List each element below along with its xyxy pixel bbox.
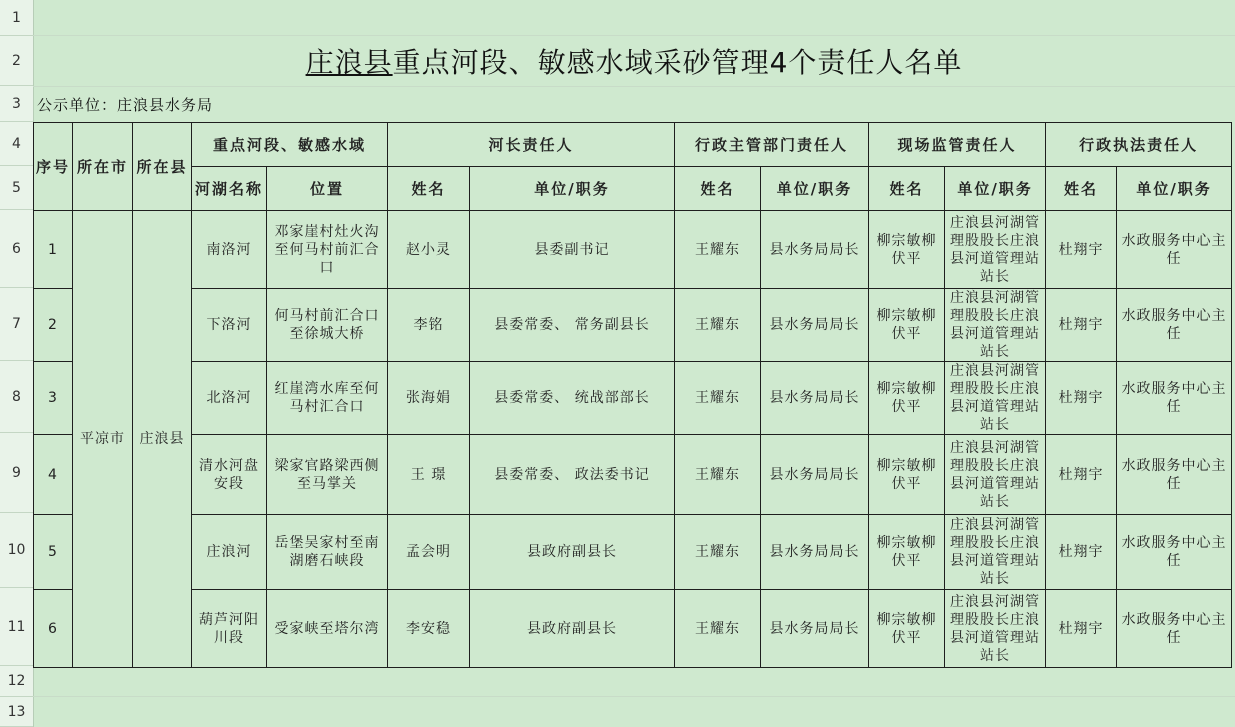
title-county: 庄浪县 [305, 46, 393, 79]
cell-location[interactable]: 邓家崖村灶火沟至何马村前汇合口 [267, 211, 388, 289]
cell-law-name[interactable]: 杜翔宇 [1046, 211, 1117, 289]
cell-site-name[interactable]: 柳宗敏柳伏平 [869, 515, 945, 590]
cell-site-post[interactable]: 庄浪县河湖管理股股长庄浪县河道管理站站长 [945, 515, 1046, 590]
cell-admin-name[interactable]: 王耀东 [675, 211, 761, 289]
cell-law-post[interactable]: 水政服务中心主任 [1117, 289, 1232, 362]
header-county[interactable]: 所在县 [133, 123, 192, 211]
cell-admin-post[interactable]: 县水务局局长 [761, 211, 869, 289]
row-number[interactable]: 9 [0, 433, 33, 513]
cell-law-post[interactable]: 水政服务中心主任 [1117, 211, 1232, 289]
cell-seq[interactable]: 6 [34, 590, 73, 668]
header-name[interactable]: 姓名 [388, 167, 470, 211]
cell-city[interactable]: 平凉市 [73, 211, 133, 668]
header-unit-post[interactable]: 单位/职务 [761, 167, 869, 211]
responsibility-table [33, 122, 1232, 668]
header-river-chief[interactable]: 河长责任人 [388, 123, 675, 167]
cell-county[interactable]: 庄浪县 [133, 211, 192, 668]
cell-admin-name[interactable]: 王耀东 [675, 590, 761, 668]
header-law-enforcement[interactable]: 行政执法责任人 [1046, 123, 1232, 167]
cell-river[interactable]: 葫芦河阳川段 [192, 590, 267, 668]
header-section[interactable]: 重点河段、敏感水域 [192, 123, 388, 167]
cell-law-name[interactable]: 杜翔宇 [1046, 362, 1117, 435]
cell-location[interactable]: 受家峡至塔尔湾 [267, 590, 388, 668]
cell-river[interactable]: 庄浪河 [192, 515, 267, 590]
cell-chief-post[interactable]: 县委常委、 政法委书记 [470, 435, 675, 515]
cell-seq[interactable]: 4 [34, 435, 73, 515]
cell-site-name[interactable]: 柳宗敏柳伏平 [869, 211, 945, 289]
row-number[interactable]: 13 [0, 697, 33, 727]
sheet-title[interactable] [33, 36, 1235, 86]
cell-site-post[interactable]: 庄浪县河湖管理股股长庄浪县河道管理站站长 [945, 590, 1046, 668]
header-river-name[interactable]: 河湖名称 [192, 167, 267, 211]
cell-river[interactable]: 下洛河 [192, 289, 267, 362]
table-row [34, 435, 1232, 515]
cell-admin-name[interactable]: 王耀东 [675, 362, 761, 435]
cell-admin-post[interactable]: 县水务局局长 [761, 289, 869, 362]
cell-admin-post[interactable]: 县水务局局长 [761, 515, 869, 590]
title-text: 重点河段、敏感水域采砂管理4个责任人名单 [392, 46, 963, 79]
row-number[interactable]: 3 [0, 86, 33, 122]
cell-site-name[interactable]: 柳宗敏柳伏平 [869, 435, 945, 515]
cell-seq[interactable]: 2 [34, 289, 73, 362]
table-row [34, 362, 1232, 435]
header-seq[interactable]: 序号 [34, 123, 73, 211]
cell-admin-post[interactable]: 县水务局局长 [761, 362, 869, 435]
row-number[interactable]: 2 [0, 36, 33, 86]
cell-chief-post[interactable]: 县政府副县长 [470, 515, 675, 590]
cell-law-name[interactable]: 杜翔宇 [1046, 435, 1117, 515]
cell-site-post[interactable]: 庄浪县河湖管理股股长庄浪县河道管理站站长 [945, 362, 1046, 435]
table-row [34, 515, 1232, 590]
cell-river[interactable]: 北洛河 [192, 362, 267, 435]
cell-chief-name[interactable]: 王 璟 [388, 435, 470, 515]
cell-admin-post[interactable]: 县水务局局长 [761, 435, 869, 515]
cell-location[interactable]: 红崖湾水库至何马村汇合口 [267, 362, 388, 435]
row-header-column [0, 0, 34, 727]
publisher-label[interactable]: 公示单位：庄浪县水务局 [37, 96, 214, 114]
cell-location[interactable]: 何马村前汇合口至徐城大桥 [267, 289, 388, 362]
cell-seq[interactable]: 1 [34, 211, 73, 289]
row-number[interactable]: 6 [0, 210, 33, 288]
cell-chief-post[interactable]: 县政府副县长 [470, 590, 675, 668]
cell-admin-name[interactable]: 王耀东 [675, 435, 761, 515]
table-row [34, 211, 1232, 289]
header-location[interactable]: 位置 [267, 167, 388, 211]
row-number[interactable]: 11 [0, 588, 33, 666]
table-row [34, 289, 1232, 362]
header-site-supervisor[interactable]: 现场监管责任人 [869, 123, 1046, 167]
cell-site-post[interactable]: 庄浪县河湖管理股股长庄浪县河道管理站站长 [945, 211, 1046, 289]
cell-site-name[interactable]: 柳宗敏柳伏平 [869, 289, 945, 362]
cell-law-name[interactable]: 杜翔宇 [1046, 515, 1117, 590]
row-number[interactable]: 5 [0, 166, 33, 210]
cell-site-post[interactable]: 庄浪县河湖管理股股长庄浪县河道管理站站长 [945, 289, 1046, 362]
cell-location[interactable]: 梁家官路梁西侧至马掌关 [267, 435, 388, 515]
row-number[interactable]: 7 [0, 288, 33, 361]
cell-law-post[interactable]: 水政服务中心主任 [1117, 362, 1232, 435]
cell-site-post[interactable]: 庄浪县河湖管理股股长庄浪县河道管理站站长 [945, 435, 1046, 515]
cell-chief-name[interactable]: 张海娟 [388, 362, 470, 435]
cell-admin-name[interactable]: 王耀东 [675, 289, 761, 362]
header-name[interactable]: 姓名 [675, 167, 761, 211]
cell-law-post[interactable]: 水政服务中心主任 [1117, 435, 1232, 515]
cell-chief-post[interactable]: 县委常委、 常务副县长 [470, 289, 675, 362]
header-unit-post[interactable]: 单位/职务 [470, 167, 675, 211]
cell-law-name[interactable]: 杜翔宇 [1046, 289, 1117, 362]
header-unit-post[interactable]: 单位/职务 [1117, 167, 1232, 211]
cell-seq[interactable]: 5 [34, 515, 73, 590]
cell-site-name[interactable]: 柳宗敏柳伏平 [869, 590, 945, 668]
header-name[interactable]: 姓名 [869, 167, 945, 211]
cell-chief-name[interactable]: 赵小灵 [388, 211, 470, 289]
cell-admin-name[interactable]: 王耀东 [675, 515, 761, 590]
cell-admin-post[interactable]: 县水务局局长 [761, 590, 869, 668]
row-number[interactable]: 8 [0, 361, 33, 433]
cell-law-post[interactable]: 水政服务中心主任 [1117, 515, 1232, 590]
cell-chief-post[interactable]: 县委常委、 统战部部长 [470, 362, 675, 435]
cell-river[interactable]: 南洛河 [192, 211, 267, 289]
cell-law-name[interactable]: 杜翔宇 [1046, 590, 1117, 668]
row-number[interactable]: 10 [0, 513, 33, 588]
row-number[interactable]: 1 [0, 0, 33, 36]
cell-location[interactable]: 岳堡吴家村至南湖磨石峡段 [267, 515, 388, 590]
cell-site-name[interactable]: 柳宗敏柳伏平 [869, 362, 945, 435]
header-unit-post[interactable]: 单位/职务 [945, 167, 1046, 211]
cell-seq[interactable]: 3 [34, 362, 73, 435]
header-admin-dept[interactable]: 行政主管部门责任人 [675, 123, 869, 167]
cell-law-post[interactable]: 水政服务中心主任 [1117, 590, 1232, 668]
cell-river[interactable]: 清水河盘安段 [192, 435, 267, 515]
cell-chief-name[interactable]: 孟会明 [388, 515, 470, 590]
row-number[interactable]: 4 [0, 122, 33, 166]
cell-chief-name[interactable]: 李铭 [388, 289, 470, 362]
cell-chief-post[interactable]: 县委副书记 [470, 211, 675, 289]
table-row [34, 590, 1232, 668]
header-name[interactable]: 姓名 [1046, 167, 1117, 211]
row-number[interactable]: 12 [0, 666, 33, 697]
header-city[interactable]: 所在市 [73, 123, 133, 211]
cell-chief-name[interactable]: 李安稳 [388, 590, 470, 668]
